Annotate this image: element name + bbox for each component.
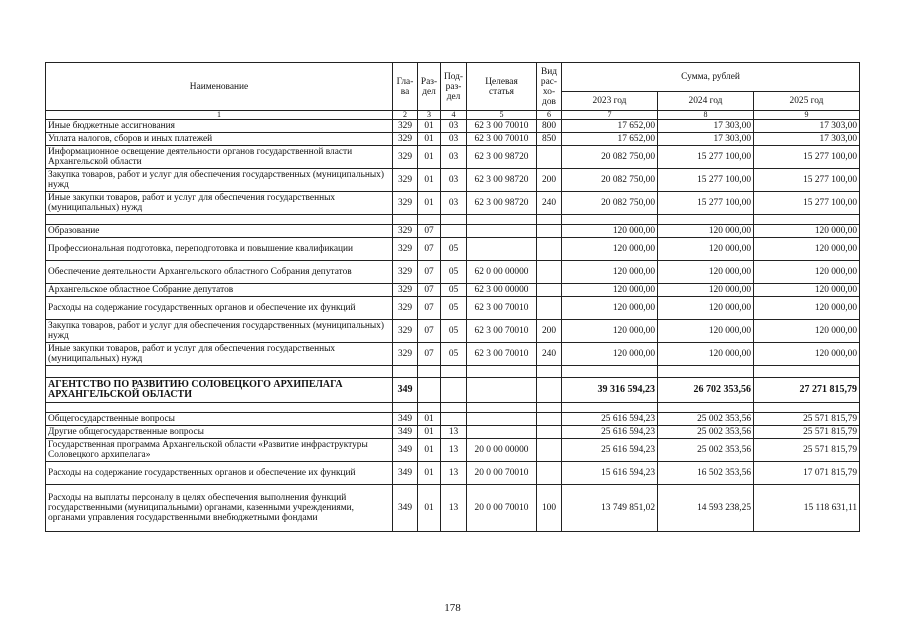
row-glava: 329 [393,261,418,284]
row-glava: 349 [393,462,418,485]
row-glava: 329 [393,343,418,366]
table-row [46,297,860,320]
row-sum-2024 [658,366,754,378]
row-name: Иные закупки товаров, работ и услуг для обеспечения государственных (муниципальных) нужд [46,192,393,215]
row-glava: 329 [393,225,418,238]
row-target: 62 3 00 70010 [467,297,537,320]
row-target: 62 3 00 70010 [467,343,537,366]
row-sum-2025: 25 571 815,79 [754,426,860,439]
row-sum-2023: 120 000,00 [562,261,658,284]
row-razdel [418,215,441,225]
header-sum: Сумма, рублей [562,63,860,92]
row-name: Обеспечение деятельности Архангельского областного Собрания депутатов [46,261,393,284]
row-sum-2025 [754,215,860,225]
header-vid: Вид рас- хо- дов [537,63,562,111]
row-vid [537,261,562,284]
row-target: 20 0 00 70010 [467,462,537,485]
row-sum-2025: 15 277 100,00 [754,169,860,192]
row-razdel: 07 [418,297,441,320]
row-sum-2023 [562,215,658,225]
row-glava: 349 [393,485,418,532]
row-sum-2024: 16 502 353,56 [658,462,754,485]
row-vid [537,225,562,238]
row-target [467,215,537,225]
row-sum-2024: 17 303,00 [658,133,754,146]
table-row [46,413,860,426]
row-target: 62 3 00 70010 [467,320,537,343]
row-podrazdel: 03 [441,192,467,215]
row-podrazdel: 03 [441,120,467,133]
table-row [46,485,860,532]
row-sum-2023 [562,366,658,378]
row-target [467,413,537,426]
row-sum-2025: 27 271 815,79 [754,378,860,403]
row-podrazdel: 13 [441,439,467,462]
row-podrazdel: 03 [441,146,467,169]
row-name: Уплата налогов, сборов и иных платежей [46,133,393,146]
row-vid [537,462,562,485]
row-sum-2024: 15 277 100,00 [658,192,754,215]
header-name: Наименование [46,63,393,111]
row-vid: 100 [537,485,562,532]
row-target: 62 3 00 98720 [467,169,537,192]
table-row [46,343,860,366]
row-sum-2025: 120 000,00 [754,284,860,297]
row-glava: 329 [393,146,418,169]
row-target [467,238,537,261]
row-sum-2025: 15 118 631,11 [754,485,860,532]
table-row [46,462,860,485]
table-row [46,366,860,378]
row-sum-2023: 120 000,00 [562,297,658,320]
row-glava: 349 [393,413,418,426]
row-target: 62 3 00 00000 [467,284,537,297]
row-razdel: 01 [418,192,441,215]
col-num: 8 [658,111,754,120]
table-row [46,320,860,343]
row-podrazdel [441,413,467,426]
col-num: 4 [441,111,467,120]
row-sum-2025: 25 571 815,79 [754,413,860,426]
row-sum-2023: 120 000,00 [562,343,658,366]
table-row [46,261,860,284]
row-target: 20 0 00 70010 [467,485,537,532]
row-sum-2025 [754,366,860,378]
row-sum-2024: 120 000,00 [658,320,754,343]
row-razdel: 01 [418,146,441,169]
row-name [46,215,393,225]
table-row [46,426,860,439]
row-razdel: 01 [418,485,441,532]
table-row [46,439,860,462]
table-row [46,225,860,238]
row-sum-2025: 17 303,00 [754,133,860,146]
col-num: 2 [393,111,418,120]
row-podrazdel [441,225,467,238]
row-glava: 349 [393,439,418,462]
row-sum-2023: 13 749 851,02 [562,485,658,532]
row-glava: 329 [393,320,418,343]
col-num: 9 [754,111,860,120]
row-podrazdel: 05 [441,297,467,320]
row-razdel: 01 [418,439,441,462]
row-sum-2024: 25 002 353,56 [658,426,754,439]
table-row [46,146,860,169]
row-razdel: 01 [418,462,441,485]
row-glava: 329 [393,133,418,146]
row-razdel [418,366,441,378]
row-sum-2025: 120 000,00 [754,225,860,238]
row-podrazdel [441,378,467,403]
row-glava: 329 [393,169,418,192]
row-target [467,366,537,378]
header-2024: 2024 год [658,92,754,111]
row-razdel: 07 [418,225,441,238]
row-glava [393,366,418,378]
row-glava: 329 [393,120,418,133]
row-podrazdel: 03 [441,169,467,192]
row-razdel: 07 [418,261,441,284]
row-sum-2023: 25 616 594,23 [562,426,658,439]
row-sum-2024: 17 303,00 [658,120,754,133]
row-sum-2025: 25 571 815,79 [754,439,860,462]
table-row [46,378,860,403]
row-sum-2023: 20 082 750,00 [562,146,658,169]
row-razdel: 07 [418,238,441,261]
row-vid: 200 [537,320,562,343]
row-vid: 850 [537,133,562,146]
row-target: 62 3 00 98720 [467,192,537,215]
row-glava: 349 [393,378,418,403]
row-name: Архангельское областное Собрание депутатов [46,284,393,297]
row-target [467,403,537,413]
row-vid [537,413,562,426]
row-sum-2025: 17 303,00 [754,120,860,133]
row-name: Закупка товаров, работ и услуг для обеспечения государственных (муниципальных) нужд [46,320,393,343]
row-target [467,426,537,439]
col-num: 1 [46,111,393,120]
row-razdel: 07 [418,320,441,343]
table-body [46,120,860,532]
row-vid: 800 [537,120,562,133]
table-row [46,403,860,413]
row-podrazdel: 03 [441,133,467,146]
table-row [46,120,860,133]
row-name [46,403,393,413]
row-sum-2024 [658,403,754,413]
row-sum-2023 [562,403,658,413]
row-target: 62 3 00 98720 [467,146,537,169]
row-name: Информационное освещение деятельности органов государственной власти Архангельской области [46,146,393,169]
row-podrazdel [441,403,467,413]
row-sum-2025: 15 277 100,00 [754,146,860,169]
row-glava: 329 [393,238,418,261]
table-row [46,238,860,261]
row-vid [537,238,562,261]
row-sum-2025: 120 000,00 [754,343,860,366]
row-vid [537,215,562,225]
row-razdel [418,378,441,403]
col-num: 6 [537,111,562,120]
col-num: 7 [562,111,658,120]
row-sum-2024: 25 002 353,56 [658,413,754,426]
row-sum-2023: 120 000,00 [562,320,658,343]
row-name: Иные закупки товаров, работ и услуг для обеспечения государственных (муниципальных) нужд [46,343,393,366]
row-razdel: 01 [418,169,441,192]
row-name: Расходы на содержание государственных органов и обеспечение их функций [46,297,393,320]
row-razdel: 01 [418,426,441,439]
col-num: 3 [418,111,441,120]
row-target: 62 0 00 00000 [467,261,537,284]
row-glava: 349 [393,426,418,439]
header-glava: Гла- ва [393,63,418,111]
row-vid [537,297,562,320]
row-podrazdel [441,366,467,378]
row-podrazdel: 05 [441,320,467,343]
row-sum-2023: 17 652,00 [562,120,658,133]
row-name: Образование [46,225,393,238]
row-vid [537,284,562,297]
column-number-row [46,111,860,120]
row-vid: 240 [537,343,562,366]
row-sum-2023: 25 616 594,23 [562,413,658,426]
row-sum-2025: 120 000,00 [754,320,860,343]
header-2023: 2023 год [562,92,658,111]
row-sum-2023: 20 082 750,00 [562,169,658,192]
header-target: Целевая статья [467,63,537,111]
row-sum-2025 [754,403,860,413]
row-razdel: 07 [418,284,441,297]
row-sum-2023: 120 000,00 [562,284,658,297]
row-glava: 329 [393,297,418,320]
header-razdel: Раз- дел [418,63,441,111]
row-sum-2025: 17 071 815,79 [754,462,860,485]
table-row [46,169,860,192]
row-sum-2023: 39 316 594,23 [562,378,658,403]
row-sum-2024: 15 277 100,00 [658,169,754,192]
row-sum-2024: 120 000,00 [658,297,754,320]
row-sum-2025: 120 000,00 [754,297,860,320]
row-name [46,366,393,378]
row-razdel: 01 [418,413,441,426]
row-vid [537,403,562,413]
row-sum-2025: 120 000,00 [754,261,860,284]
table-row [46,215,860,225]
table-row [46,192,860,215]
row-name: Другие общегосударственные вопросы [46,426,393,439]
row-vid: 200 [537,169,562,192]
budget-table [45,62,860,532]
row-razdel [418,403,441,413]
row-podrazdel: 13 [441,426,467,439]
row-name: Закупка товаров, работ и услуг для обеспечения государственных (муниципальных) нужд [46,169,393,192]
row-sum-2023: 20 082 750,00 [562,192,658,215]
row-target: 20 0 00 00000 [467,439,537,462]
header-podrazdel: Под- раз- дел [441,63,467,111]
row-sum-2025: 120 000,00 [754,238,860,261]
row-name: Расходы на содержание государственных органов и обеспечение их функций [46,462,393,485]
row-sum-2024: 120 000,00 [658,261,754,284]
row-target: 62 3 00 70010 [467,133,537,146]
row-sum-2024: 14 593 238,25 [658,485,754,532]
row-sum-2023: 15 616 594,23 [562,462,658,485]
header-2025: 2025 год [754,92,860,111]
row-glava: 329 [393,192,418,215]
row-sum-2024: 120 000,00 [658,238,754,261]
row-sum-2024: 120 000,00 [658,284,754,297]
row-vid [537,146,562,169]
row-podrazdel: 05 [441,284,467,297]
row-glava [393,403,418,413]
row-sum-2023: 17 652,00 [562,133,658,146]
row-podrazdel: 05 [441,343,467,366]
row-sum-2024: 120 000,00 [658,225,754,238]
row-name: Общегосударственные вопросы [46,413,393,426]
row-sum-2024: 15 277 100,00 [658,146,754,169]
row-sum-2024 [658,215,754,225]
row-podrazdel: 05 [441,261,467,284]
row-target [467,225,537,238]
row-vid [537,378,562,403]
table-row [46,133,860,146]
page-number: 178 [444,602,461,614]
row-target: 62 3 00 70010 [467,120,537,133]
col-num: 5 [467,111,537,120]
row-name: Иные бюджетные ассигнования [46,120,393,133]
row-podrazdel [441,215,467,225]
table-row [46,284,860,297]
row-podrazdel: 13 [441,462,467,485]
row-vid [537,439,562,462]
row-sum-2023: 25 616 594,23 [562,439,658,462]
row-sum-2025: 15 277 100,00 [754,192,860,215]
row-sum-2024: 120 000,00 [658,343,754,366]
row-razdel: 07 [418,343,441,366]
row-name: Профессиональная подготовка, переподготовка и повышение квалификации [46,238,393,261]
row-sum-2023: 120 000,00 [562,238,658,261]
row-vid: 240 [537,192,562,215]
row-podrazdel: 05 [441,238,467,261]
row-razdel: 01 [418,133,441,146]
row-sum-2023: 120 000,00 [562,225,658,238]
row-sum-2024: 26 702 353,56 [658,378,754,403]
row-vid [537,426,562,439]
row-glava: 329 [393,284,418,297]
row-name: Расходы на выплаты персоналу в целях обеспечения выполнения функций государственными (муниципальными) органами, казенными учреждениями, органами управления государственными внебюджетными фондами [46,485,393,532]
header-row [46,63,860,92]
row-razdel: 01 [418,120,441,133]
row-name: Государственная программа Архангельской области «Развитие инфраструктуры Соловецкого архипелага» [46,439,393,462]
row-target [467,378,537,403]
row-vid [537,366,562,378]
row-podrazdel: 13 [441,485,467,532]
row-name: АГЕНТСТВО ПО РАЗВИТИЮ СОЛОВЕЦКОГО АРХИПЕЛАГА АРХАНГЕЛЬСКОЙ ОБЛАСТИ [46,378,393,403]
row-sum-2024: 25 002 353,56 [658,439,754,462]
row-glava [393,215,418,225]
